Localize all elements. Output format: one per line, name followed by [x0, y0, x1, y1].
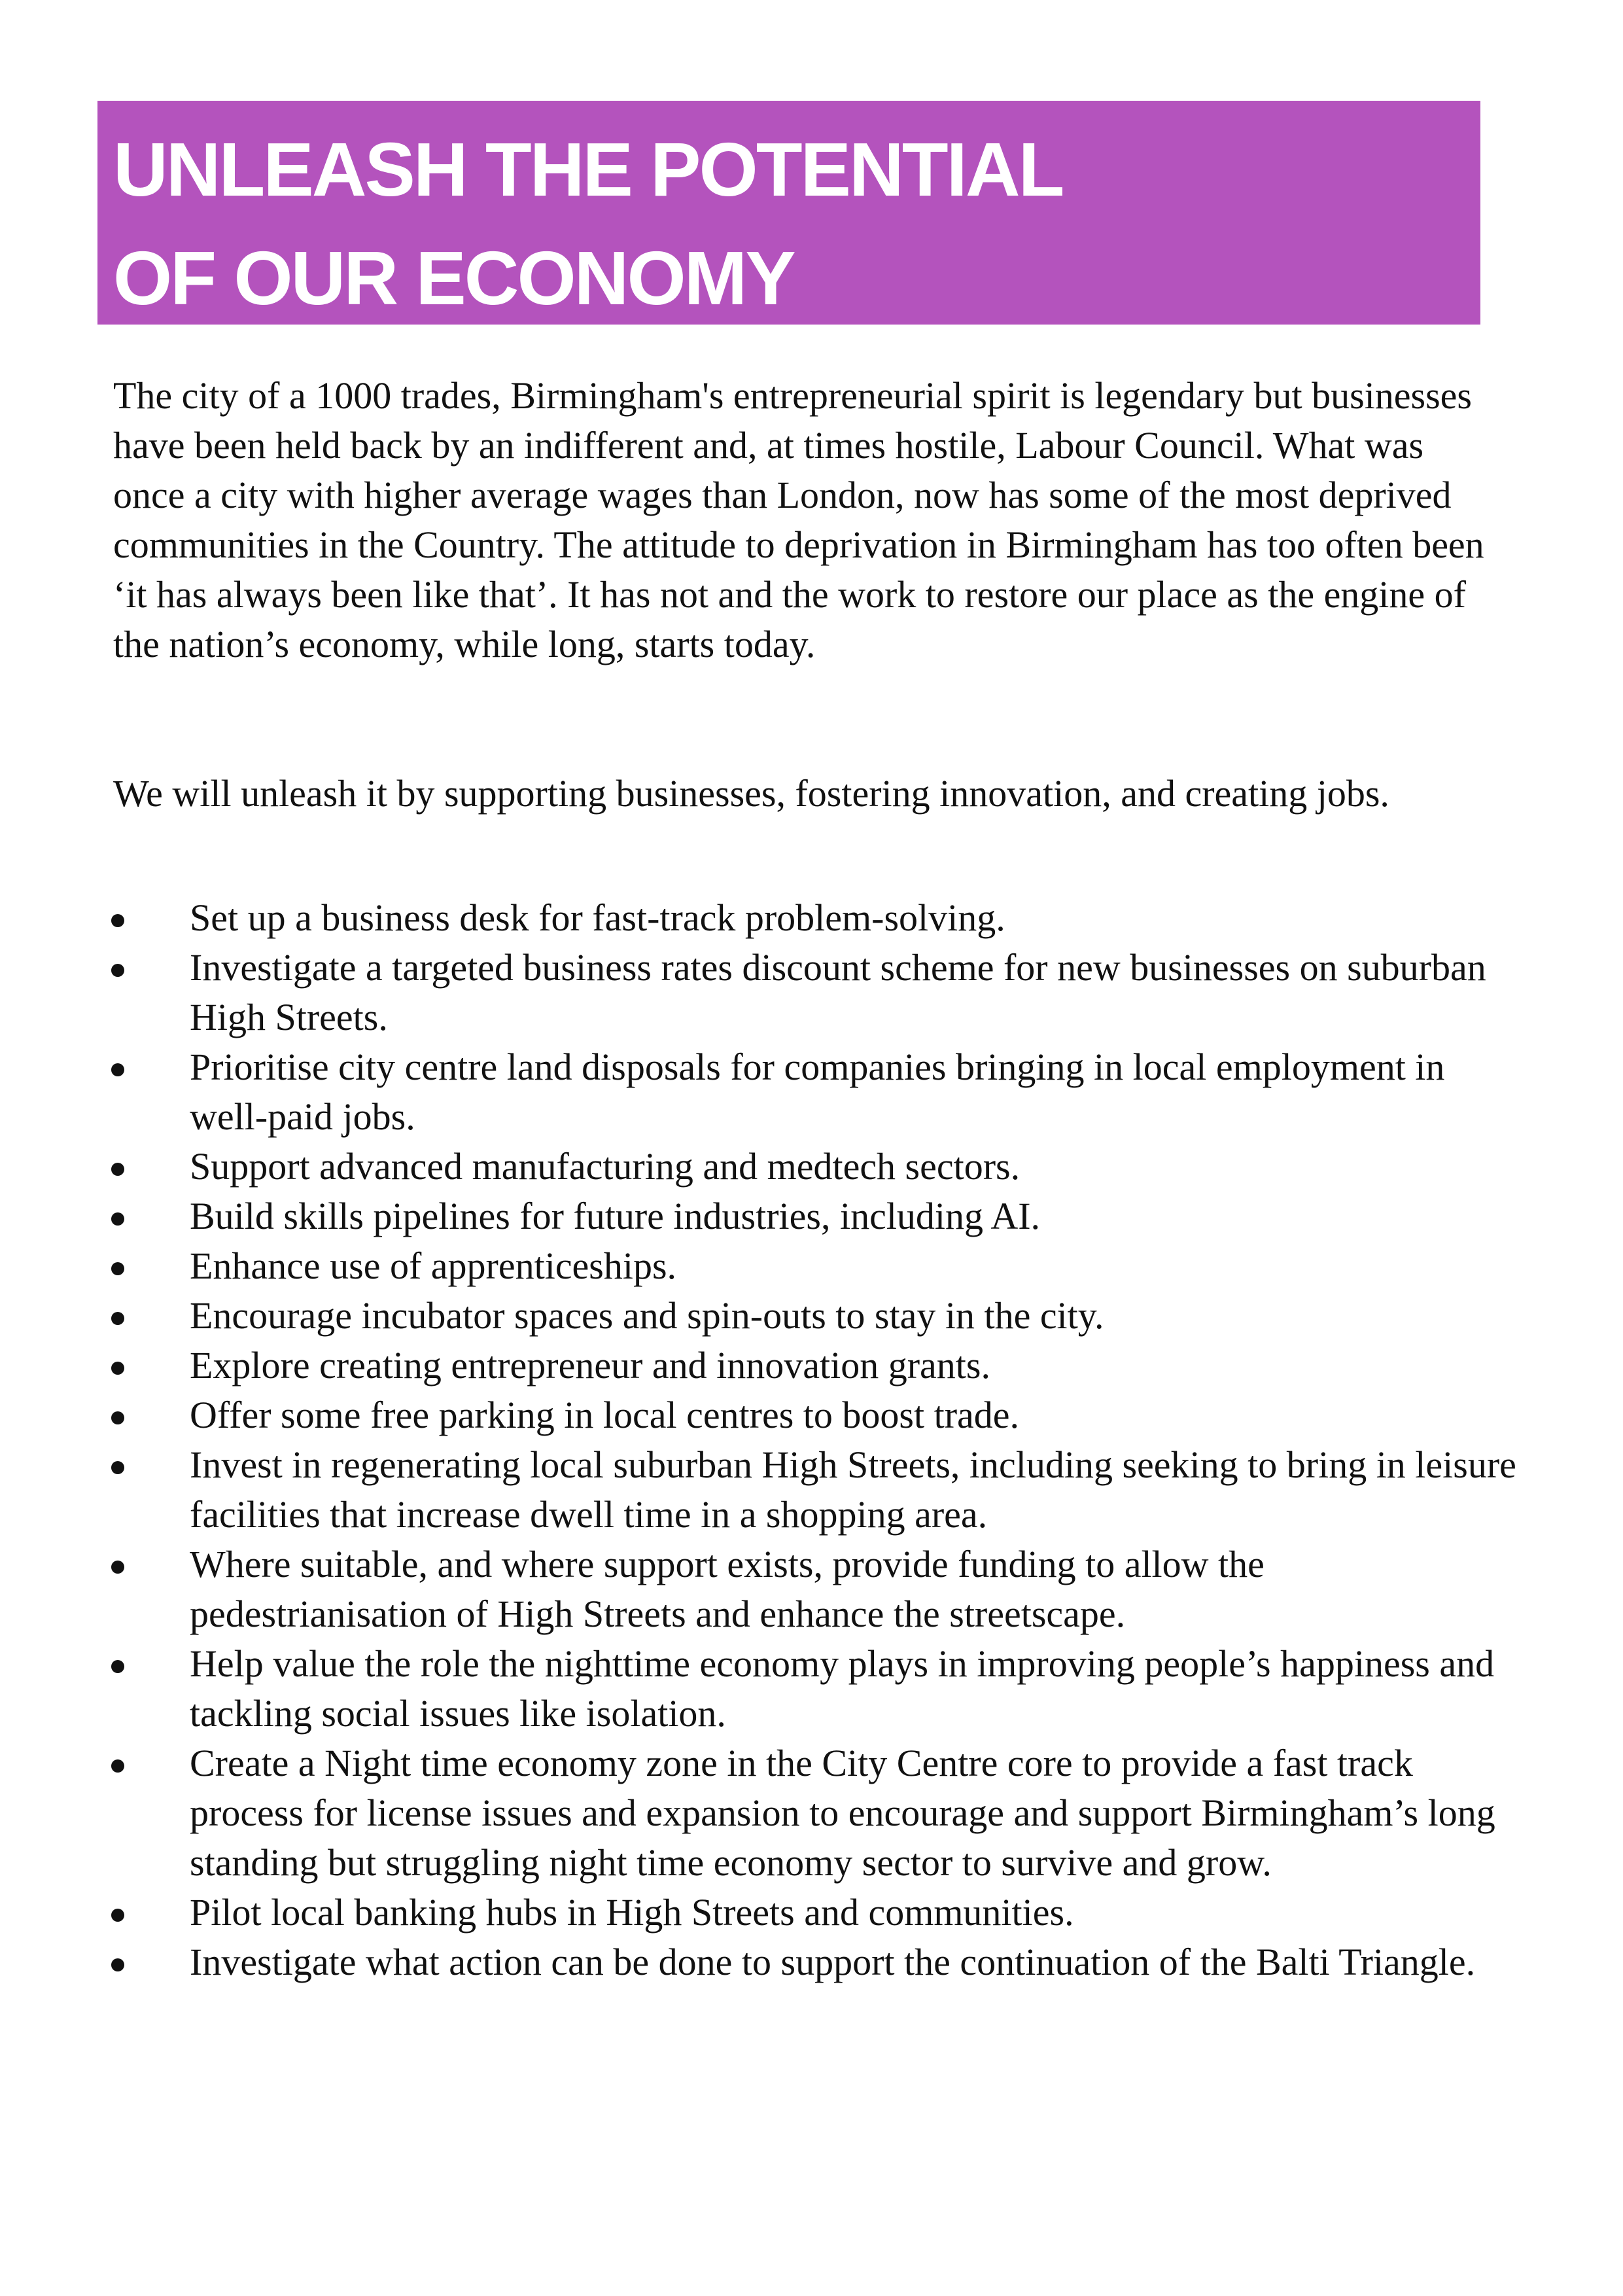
title-banner	[97, 101, 1480, 325]
list-item	[98, 1142, 1524, 1192]
list-item	[98, 1888, 1524, 1937]
bullet-icon	[111, 1163, 124, 1176]
list-item	[98, 1241, 1524, 1291]
list-item-text: Encourage incubator spaces and spin-outs to stay in the city.	[190, 1294, 1104, 1337]
list-item-text: Pilot local banking hubs in High Streets and communities.	[190, 1891, 1074, 1934]
list-item-text: Explore creating entrepreneur and innovation grants.	[190, 1344, 990, 1386]
list-item	[98, 1937, 1524, 1987]
list-item	[98, 1639, 1524, 1739]
list-item	[98, 893, 1524, 943]
list-item	[98, 943, 1524, 1042]
bullet-icon	[111, 1262, 124, 1275]
list-item-text: Set up a business desk for fast-track problem-solving.	[190, 896, 1005, 939]
list-item-text: Investigate a targeted business rates discount scheme for new businesses on suburban High Streets.	[190, 946, 1486, 1038]
bullet-icon	[111, 914, 124, 927]
bullet-icon	[111, 1063, 124, 1076]
list-item	[98, 1540, 1524, 1639]
page-title	[113, 115, 1062, 332]
list-item-text: Invest in regenerating local suburban High Streets, including seeking to bring in leisure facilities that increase dwell time in a shopping area.	[190, 1443, 1516, 1536]
list-item	[98, 1341, 1524, 1390]
list-item-text: Help value the role the nighttime economy plays in improving people’s happiness and tackling social issues like isolation.	[190, 1642, 1495, 1735]
intro-paragraph: The city of a 1000 trades, Birmingham's entrepreneurial spirit is legendary but businesses have been held back by an indifferent and, at times hostile, Labour Council. What was once a city with higher average wages than London, now has some of the most deprived communities in the Country. The attitude to deprivation in Birmingham has too often been ‘it has always been like that’. It has not and the work to restore our place as the engine of the nation’s economy, while long, starts today.	[113, 374, 1484, 665]
list-item-text: Create a Night time economy zone in the City Centre core to provide a fast track process for license issues and expansion to encourage and support Birmingham’s long standing but struggling night time economy sector to survive and grow.	[190, 1742, 1495, 1884]
title-line-2: OF OUR ECONOMY	[113, 236, 794, 321]
list-item	[98, 1440, 1524, 1540]
title-line-1: UNLEASH THE POTENTIAL	[113, 127, 1063, 212]
bullet-icon	[111, 1759, 124, 1773]
bullet-icon	[111, 1312, 124, 1325]
bullet-icon	[111, 1212, 124, 1226]
list-item	[98, 1042, 1524, 1142]
bullet-icon	[111, 1411, 124, 1424]
policy-list	[98, 893, 1524, 1987]
bullet-icon	[111, 1461, 124, 1474]
bullet-icon	[111, 1958, 124, 1971]
bullet-icon	[111, 1561, 124, 1574]
list-item	[98, 1390, 1524, 1440]
list-item	[98, 1291, 1524, 1341]
list-item-text: Prioritise city centre land disposals for companies bringing in local employment in well-paid jobs.	[190, 1046, 1445, 1138]
lead-in-paragraph: We will unleash it by supporting businesses, fostering innovation, and creating jobs.	[113, 772, 1389, 815]
bullet-icon	[111, 1362, 124, 1375]
bullet-icon	[111, 1660, 124, 1673]
list-item-text: Support advanced manufacturing and medtech sectors.	[190, 1145, 1021, 1188]
list-item	[98, 1739, 1524, 1888]
list-item-text: Enhance use of apprenticeships.	[190, 1245, 677, 1287]
bullet-icon	[111, 1909, 124, 1922]
list-item-text: Where suitable, and where support exists, provide funding to allow the pedestrianisation of High Streets and enhance the streetscape.	[190, 1543, 1265, 1635]
list-item	[98, 1192, 1524, 1241]
bullet-icon	[111, 964, 124, 977]
list-item-text: Investigate what action can be done to support the continuation of the Balti Triangle.	[190, 1941, 1476, 1983]
list-item-text: Build skills pipelines for future industries, including AI.	[190, 1195, 1041, 1237]
list-item-text: Offer some free parking in local centres to boost trade.	[190, 1394, 1020, 1436]
